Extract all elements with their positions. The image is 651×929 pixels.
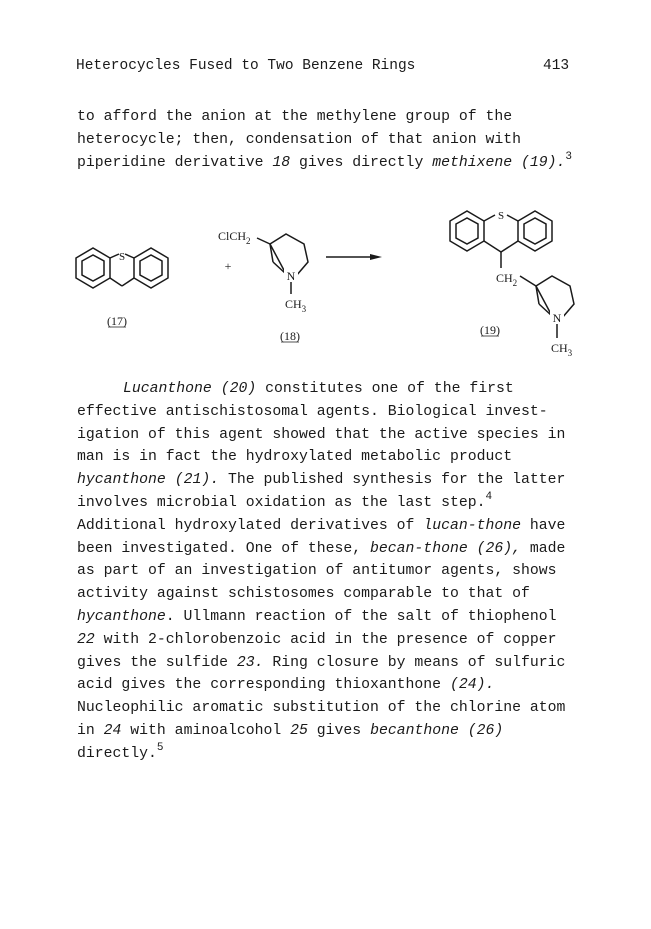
text-run: gives xyxy=(307,722,371,739)
reaction-arrow xyxy=(326,254,382,260)
nitrogen-label-19: N xyxy=(552,311,562,325)
text-run: to afford the anion at the methylene group of the heterocycle; then, condensation of that anion with piperidine derivative xyxy=(77,109,521,171)
italic-term: 23. xyxy=(236,654,264,671)
italic-term: (26) xyxy=(467,722,504,739)
text-run xyxy=(459,723,468,739)
text-run: Additional hydroxylated derivatives of xyxy=(77,517,424,534)
ch3-label-19: $CH_3$ xyxy=(551,341,573,358)
text-run: made as part of an investigation of antitumor agents, shows activity against schistosomes comparable to that of xyxy=(77,540,566,603)
running-header-title: Heterocycles Fused to Two Benzene Rings xyxy=(76,58,416,74)
italic-term: 22 xyxy=(77,631,95,648)
nitrogen-label-18: N xyxy=(286,269,296,283)
ch3-label-18: $CH_3$ xyxy=(285,297,307,314)
italic-term: (21). xyxy=(174,472,220,489)
text-run xyxy=(166,472,175,488)
italic-term: Lucanthone xyxy=(123,381,212,397)
footnote-ref: 3 xyxy=(565,150,573,163)
italic-term: (24). xyxy=(449,677,495,694)
italic-term: hycanthone xyxy=(77,472,166,489)
text-run: with 2-chlorobenzoic acid in the presence of copper gives the sulfide xyxy=(77,631,557,671)
italic-term: 24 xyxy=(103,722,122,739)
text-run xyxy=(212,381,221,397)
compound-label-18: (18) xyxy=(280,329,300,343)
sulfur-label-17: S xyxy=(118,251,126,263)
italic-term: hycanthone xyxy=(77,608,166,625)
italic-term: 18 xyxy=(272,154,291,171)
compound-label-17: (17) xyxy=(107,314,127,328)
text-run xyxy=(512,155,521,171)
italic-term: 25 xyxy=(290,722,308,739)
italic-term: becanthone xyxy=(370,722,459,739)
italic-term: methixene xyxy=(432,154,513,171)
plus-sign: + xyxy=(224,259,232,273)
text-run: with aminoalcohol xyxy=(121,722,291,739)
italic-term: (19). xyxy=(521,154,566,171)
paragraph-lucanthone xyxy=(77,378,577,766)
text-run: The published synthesis for the latter involves microbial oxidation as the last step. xyxy=(77,472,566,511)
text-run: directly. xyxy=(77,745,157,762)
sulfur-label-19: S xyxy=(497,210,505,222)
text-run xyxy=(468,541,477,557)
text-run: constitutes one of the first effective antischistosomal agents. Biological invest-igation of this agent showed that the active species in man is in fact the hydroxylated metabolic product xyxy=(77,381,566,466)
ch2-label-19: $CH_2$ xyxy=(496,271,518,288)
reaction-scheme xyxy=(60,200,600,370)
italic-term: lucan-thone xyxy=(423,517,521,534)
paragraph-methixene xyxy=(77,106,577,174)
compound-label-19: (19) xyxy=(480,323,500,337)
text-run: Ring closure by means of sulfuric acid gives the corresponding thioxanthone xyxy=(77,654,566,694)
italic-term: (26), xyxy=(476,540,522,557)
text-run: . Ullmann reaction of the salt of thiophenol xyxy=(165,608,557,625)
footnote-ref: 4 xyxy=(485,490,493,503)
page-number: 413 xyxy=(543,58,570,74)
italic-term: becan-thone xyxy=(370,540,468,557)
footnote-ref: 5 xyxy=(156,741,164,754)
text-run: Nucleophilic aromatic substitution of the chlorine atom in xyxy=(77,700,566,739)
text-run: gives directly xyxy=(290,154,433,171)
clch2-label: ClCH$_2$ xyxy=(218,229,251,246)
italic-term: (20) xyxy=(220,381,257,397)
text-run: have been investigated. One of these, xyxy=(77,517,566,557)
structure-18-piperidine xyxy=(257,234,308,294)
